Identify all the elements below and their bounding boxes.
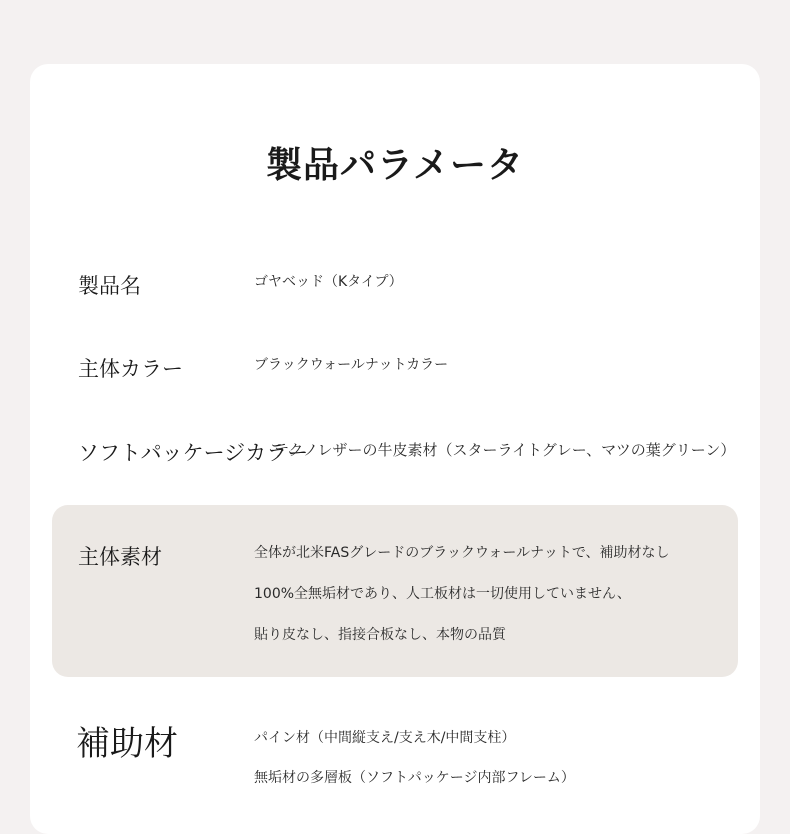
row-value-auxiliary-material-line-2: 無垢材の多層板（ソフトパッケージ内部フレーム） bbox=[254, 770, 575, 786]
row-label-soft-package-color: ソフトパッケージカラー bbox=[78, 441, 309, 465]
row-label-product-name: 製品名 bbox=[78, 274, 141, 298]
row-label-main-color: 主体カラー bbox=[78, 357, 183, 381]
row-value-main-material-line-1: 全体が北米FASグレードのブラックウォールナットで、補助材なし bbox=[254, 545, 670, 561]
page-title: 製品パラメータ bbox=[266, 145, 524, 186]
row-label-auxiliary-material: 補助材 bbox=[76, 724, 178, 764]
row-value-main-color: ブラックウォールナットカラー bbox=[254, 357, 449, 373]
row-value-product-name: ゴヤベッド（Kタイプ） bbox=[254, 274, 403, 290]
row-value-main-material-line-3: 貼り皮なし、指接合板なし、本物の品質 bbox=[254, 627, 506, 643]
row-label-main-material: 主体素材 bbox=[78, 545, 162, 569]
row-value-auxiliary-material-line-1: パイン材（中間縦支え/支え木/中間支柱） bbox=[254, 730, 516, 746]
row-value-soft-package-color: テクノレザーの牛皮素材（スターライトグレー、マツの葉グリーン） bbox=[274, 441, 736, 459]
row-value-main-material-line-2: 100%全無垢材であり、人工板材は一切使用していません、 bbox=[254, 586, 631, 602]
